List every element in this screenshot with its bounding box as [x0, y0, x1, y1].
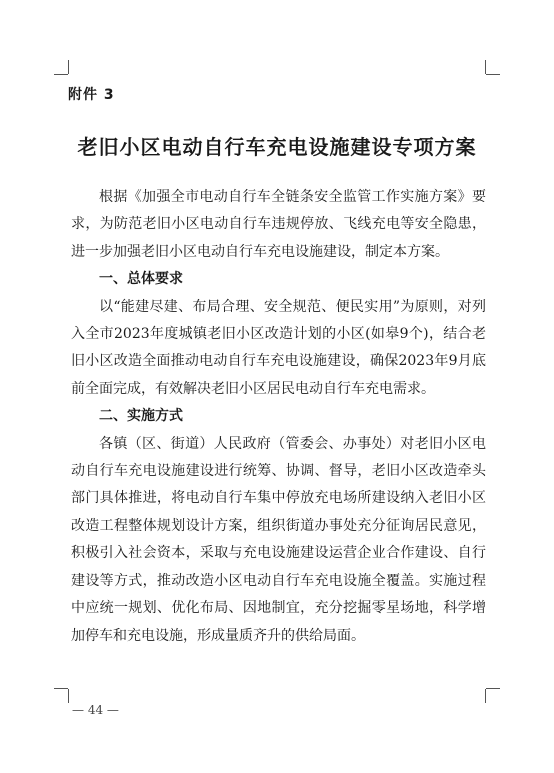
document-body — [71, 184, 486, 650]
attachment-label: 附件 3 — [68, 87, 115, 103]
section-paragraph-general-requirements: 以“能建尽建、布局合理、安全规范、便民实用”为原则，对列入全市2023年度城镇老旧小区改造计划的小区(如皋9个)，结合老旧小区改造全面推动电动自行车充电设施建设，确保2023年9月底前全面完成，有效解决老旧小区居民电动自行车充电需求。 — [71, 298, 486, 397]
crop-mark-top-left-v — [68, 60, 69, 74]
section-heading-implementation: 二、实施方式 — [99, 408, 183, 425]
intro-paragraph: 根据《加强全市电动自行车全链条安全监管工作实施方案》要求，为防范老旧小区电动自行车违规停放、飞线充电等安全隐患，进一步加强老旧小区电动自行车充电设施建设，制定本方案。 — [71, 189, 486, 260]
crop-mark-bottom-right-v — [485, 689, 486, 703]
section-heading-general-requirements: 一、总体要求 — [99, 271, 183, 288]
document-title: 老旧小区电动自行车充电设施建设专项方案 — [77, 135, 477, 159]
crop-mark-top-left-h — [54, 74, 68, 75]
page-number: — 44 — — [72, 703, 119, 717]
section-paragraph-implementation: 各镇（区、街道）人民政府（管委会、办事处）对老旧小区电动自行车充电设施建设进行统筹、协调、督导，老旧小区改造牵头部门具体推进，将电动自行车集中停放充电场所建设纳入老旧小区改造工程整体规划设计方案，组织街道办事处充分征询居民意见，积极引入社会资本，采取与充电设施建设运营企业合作建设、自行建设等方式，推动改造小区电动自行车充电设施全覆盖。实施过程中应统一规划、优化布局、因地制宜，充分挖掘零星场地，科学增加停车和充电设施，形成量质齐升的供给局面。 — [71, 435, 486, 644]
crop-mark-bottom-left-v — [68, 689, 69, 703]
crop-mark-bottom-right-h — [486, 688, 500, 689]
crop-mark-top-right-h — [486, 74, 500, 75]
crop-mark-top-right-v — [485, 60, 486, 74]
crop-mark-bottom-left-h — [54, 688, 68, 689]
